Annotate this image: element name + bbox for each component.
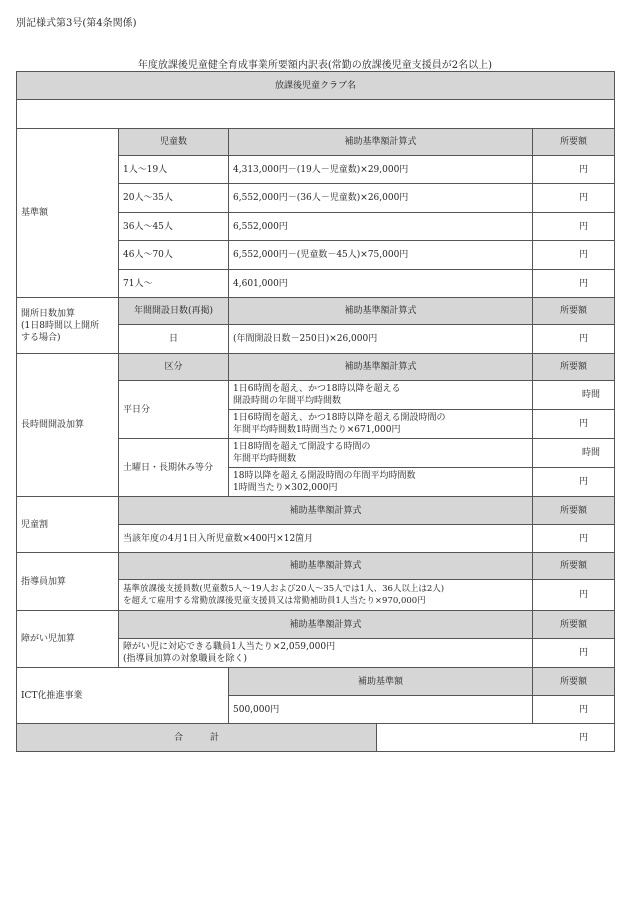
children-range: 46人～70人: [119, 241, 229, 270]
amount-cell[interactable]: 円: [533, 213, 615, 241]
annual-days-field[interactable]: 日: [119, 325, 229, 354]
disability-label: 障がい児加算: [17, 611, 119, 668]
weekday-amount-line1: 1日6時間を超え、かつ18時以降を超える開設時間の: [233, 413, 446, 423]
category-header: 区分: [119, 354, 229, 381]
instructor-formula-line1: 基準放課後支援員数(児童数5人～19人および20人～35人では1人、36人以上は2人): [123, 584, 445, 594]
opening-days-amount-header: 所要額: [533, 298, 615, 325]
instructor-formula-header: 補助基準額計算式: [119, 553, 533, 580]
weekday-hours-value[interactable]: 時間: [533, 381, 615, 410]
long-hours-label: 長時間開設加算: [17, 354, 119, 497]
base-formula-header: 補助基準額計算式: [229, 129, 533, 156]
disability-formula: [119, 639, 533, 668]
disability-formula-line1: 障がい児に対応できる職員1人当たり×2,059,000円: [123, 642, 336, 652]
child-pct-amount-header: 所要額: [533, 497, 615, 525]
weekend-hours-formula: [229, 439, 533, 468]
disability-formula-header: 補助基準額計算式: [119, 611, 533, 639]
disability-formula-line2: (指導員加算の対象職員を除く): [123, 654, 248, 664]
instructor-formula: [119, 580, 533, 611]
opening-days-label-line1: 開所日数加算: [21, 308, 76, 319]
opening-days-formula: (年間開設日数－250日)×26,000円: [229, 325, 533, 354]
ict-base-value: 500,000円: [229, 696, 533, 724]
amount-cell[interactable]: 円: [533, 270, 615, 298]
weekend-amount-formula: [229, 468, 533, 497]
ict-label: ICT化推進事業: [17, 668, 229, 724]
long-hours-amount-header: 所要額: [533, 354, 615, 381]
long-hours-formula-header: 補助基準額計算式: [229, 354, 533, 381]
children-range: 36人～45人: [119, 213, 229, 241]
base-amount-label: 基準額: [17, 129, 119, 298]
disability-amount-header: 所要額: [533, 611, 615, 639]
weekday-hours-line1: 1日6時間を超え、かつ18時以降を超える: [233, 384, 401, 394]
club-name-field[interactable]: [17, 100, 615, 129]
weekend-amount-value[interactable]: 円: [533, 468, 615, 497]
amount-cell[interactable]: 円: [533, 241, 615, 270]
document-title: 年度放課後児童健全育成事業所要額内訳表(常勤の放課後児童支援員が2名以上): [137, 60, 493, 71]
instructor-amount[interactable]: 円: [533, 580, 615, 611]
weekend-hours-line1: 1日8時間を超えて開設する時間の: [233, 442, 371, 452]
formula-cell: 6,552,000円－(36人－児童数)×26,000円: [229, 184, 533, 213]
opening-days-label: [17, 298, 119, 354]
child-pct-formula-header: 補助基準額計算式: [119, 497, 533, 525]
opening-days-amount[interactable]: 円: [533, 325, 615, 354]
child-pct-label: 児童割: [17, 497, 119, 553]
amount-cell[interactable]: 円: [533, 156, 615, 184]
children-range: 20人～35人: [119, 184, 229, 213]
total-amount[interactable]: 円: [377, 724, 615, 752]
child-pct-amount[interactable]: 円: [533, 525, 615, 553]
weekend-hours-line2: 年間平均時間数: [233, 454, 297, 464]
formula-cell: 4,313,000円－(19人－児童数)×29,000円: [229, 156, 533, 184]
weekend-amount-line1: 18時以降を超える開設時間の年間平均時間数: [233, 471, 416, 481]
total-label: 合 計: [17, 724, 377, 752]
weekend-hours-value[interactable]: 時間: [533, 439, 615, 468]
weekend-label: 土曜日・長期休み等分: [119, 439, 229, 497]
formula-cell: 4,601,000円: [229, 270, 533, 298]
children-range: 1人～19人: [119, 156, 229, 184]
budget-breakdown-table: [16, 71, 615, 752]
instructor-label: 指導員加算: [17, 553, 119, 611]
opening-days-label-line2: (1日8時間以上開所: [21, 320, 99, 331]
formula-cell: 6,552,000円－(児童数－45人)×75,000円: [229, 241, 533, 270]
opening-days-label-line3: する場合): [21, 332, 61, 343]
opening-days-formula-header: 補助基準額計算式: [229, 298, 533, 325]
formula-cell: 6,552,000円: [229, 213, 533, 241]
weekday-hours-line2: 開設時間の年間平均時間数: [233, 396, 342, 406]
child-pct-formula: 当該年度の4月1日入所児童数×400円×12箇月: [119, 525, 533, 553]
weekday-amount-formula: [229, 410, 533, 439]
annual-days-header: 年間開設日数(再掲): [119, 298, 229, 325]
children-range: 71人～: [119, 270, 229, 298]
disability-amount[interactable]: 円: [533, 639, 615, 668]
weekday-label: 平日分: [119, 381, 229, 439]
club-name-header: 放課後児童クラブ名: [17, 72, 615, 100]
weekday-amount-value[interactable]: 円: [533, 410, 615, 439]
weekend-amount-line2: 1時間当たり×302,000円: [233, 483, 338, 493]
ict-amount[interactable]: 円: [533, 696, 615, 724]
weekday-amount-line2: 年間平均時間数1時間当たり×671,000円: [233, 425, 401, 435]
amount-cell[interactable]: 円: [533, 184, 615, 213]
instructor-amount-header: 所要額: [533, 553, 615, 580]
weekday-hours-formula: [229, 381, 533, 410]
ict-base-header: 補助基準額: [229, 668, 533, 696]
form-label: 別記様式第3号(第4条関係): [16, 18, 137, 29]
base-amount-header: 所要額: [533, 129, 615, 156]
instructor-formula-line2: を超えて雇用する常勤放課後児童支援員又は常勤補助員1人当たり×970,000円: [123, 596, 426, 606]
ict-amount-header: 所要額: [533, 668, 615, 696]
children-count-header: 児童数: [119, 129, 229, 156]
